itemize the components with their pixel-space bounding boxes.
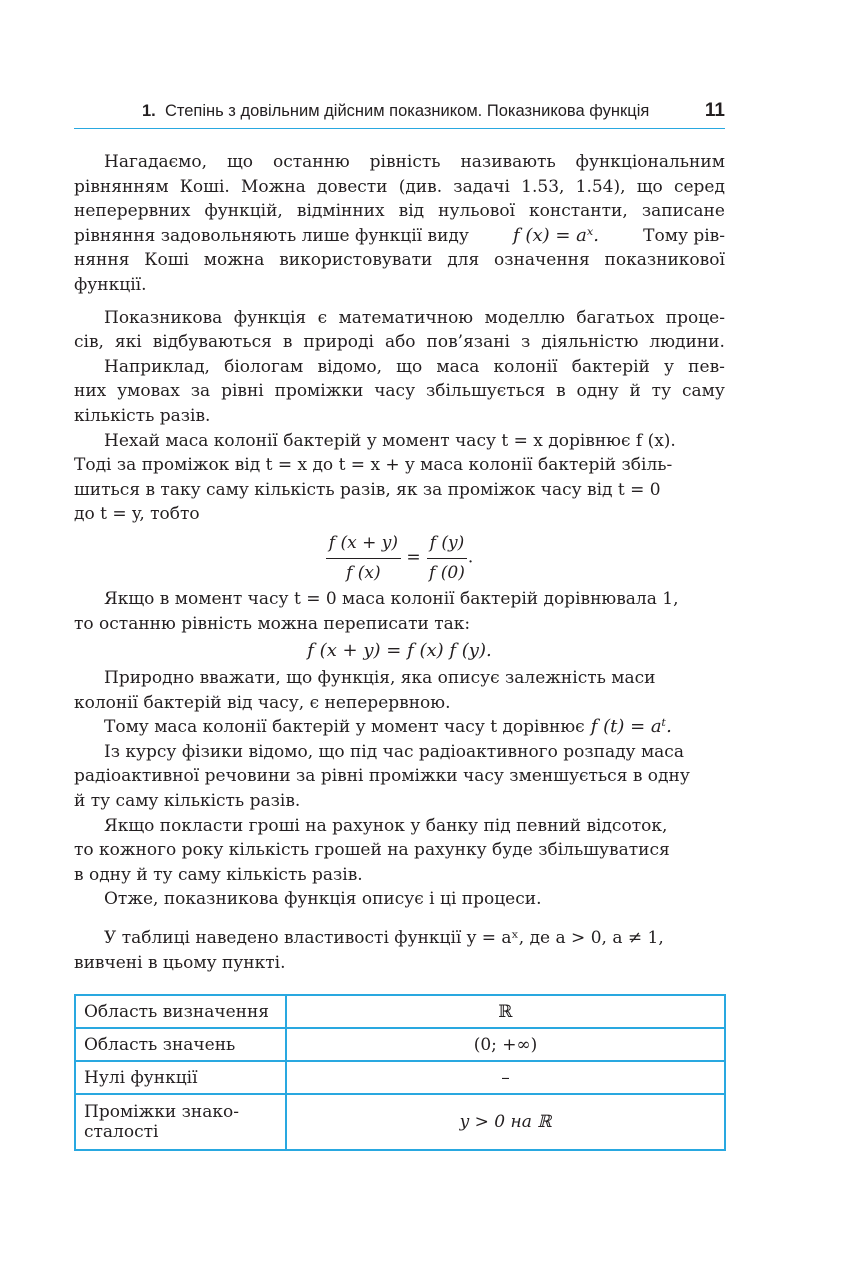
word: сів, <box>74 332 104 353</box>
text-segment: до t = y, тобто <box>74 504 200 525</box>
table-cell-value: ℝ <box>286 995 725 1028</box>
word: Коші. <box>179 176 230 197</box>
word: рівнянням <box>74 176 169 197</box>
table-cell-label: Область визначення <box>75 995 286 1028</box>
fraction-left <box>326 531 401 585</box>
word: рівність <box>369 152 441 172</box>
word: функцій, <box>204 201 283 222</box>
word: показникової <box>604 250 725 271</box>
table-row <box>75 1028 725 1061</box>
text-line <box>74 838 725 863</box>
table-cell-value: y > 0 на ℝ <box>286 1094 725 1150</box>
text-line <box>74 248 725 273</box>
word: Показникова <box>104 307 223 328</box>
word: 1.54), <box>575 176 626 197</box>
word: проце- <box>665 307 725 328</box>
text-segment: Тому маса колонії бактерій у момент часу t дорівнює <box>104 717 585 738</box>
text-segment: Якщо покласти гроші на рахунок у банку під певний відсоток, <box>104 815 668 836</box>
denominator: f (x) <box>346 562 381 583</box>
equation-period: . <box>467 547 474 568</box>
text-line <box>74 951 725 976</box>
text-line <box>74 715 725 740</box>
word: саму <box>681 381 725 402</box>
word: в <box>556 381 566 402</box>
word: пев- <box>688 356 725 377</box>
word: збільшується <box>425 381 546 402</box>
word: константи, <box>529 201 628 222</box>
text-line <box>74 355 725 380</box>
word: біологам <box>224 356 304 377</box>
text-segment: У таблиці наведено властивості функції y = aˣ, де a > 0, a ≠ 1, <box>104 928 664 949</box>
word: з <box>520 332 531 353</box>
text-line <box>74 691 725 716</box>
text-line <box>74 379 725 404</box>
table-row <box>75 1094 725 1150</box>
word: природі <box>303 332 374 353</box>
word: за <box>190 381 211 402</box>
word: проміжки <box>274 381 364 402</box>
table-cell-value: – <box>286 1061 725 1094</box>
text-segment: функції. <box>74 274 147 295</box>
word: моделлю <box>484 307 565 328</box>
text-line <box>74 273 725 298</box>
chapter-number: 1. <box>142 102 156 120</box>
word: Наприклад, <box>104 356 210 377</box>
word: записане <box>641 201 725 222</box>
word: них <box>74 381 107 402</box>
word: є <box>317 307 328 328</box>
word: можна <box>203 250 265 271</box>
word: пов’язані <box>426 332 510 353</box>
text-line <box>74 478 725 503</box>
table-cell-label: Проміжки знако- сталості <box>75 1094 286 1150</box>
word: математичною <box>338 307 474 328</box>
table-cell-label: Нулі функції <box>75 1061 286 1094</box>
word: функція <box>233 307 307 328</box>
word: серед <box>673 176 725 197</box>
body-text <box>74 150 725 975</box>
text-segment: й ту саму кількість разів. <box>74 791 301 812</box>
properties-table <box>74 994 726 1151</box>
text-line <box>74 666 725 691</box>
table-row <box>75 995 725 1028</box>
word: бактерій <box>571 356 650 377</box>
table-row <box>75 1061 725 1094</box>
text-segment: вивчені в цьому пункті. <box>74 952 286 973</box>
word: відомо, <box>317 356 383 377</box>
text-line <box>74 224 725 249</box>
text-segment: то останню рівність можна переписати так: <box>74 613 471 634</box>
word: багатьох <box>576 307 655 328</box>
word: маса <box>436 356 480 377</box>
equation-ratio <box>74 527 725 587</box>
text-segment: Із курсу фізики відомо, що під час радіоактивного розпаду маса <box>104 741 684 762</box>
text-line <box>74 429 725 454</box>
text-segment: Тому рів- <box>643 225 725 246</box>
word: для <box>447 250 480 271</box>
word: задачі <box>453 176 510 197</box>
text-segment: Природно вважати, що функція, яка описує залежність маси <box>104 668 656 689</box>
word: колонії <box>493 356 558 377</box>
table-cell-value: (0; +∞) <box>286 1028 725 1061</box>
word: які <box>114 332 142 353</box>
word: й <box>629 381 641 402</box>
text-line <box>74 306 725 331</box>
word: діяльністю <box>541 332 639 353</box>
formula-exponential: f (t) = aᵗ. <box>590 716 672 738</box>
word: нульової <box>438 201 516 222</box>
text-line <box>74 887 725 912</box>
table-cell-label: Область значень <box>75 1028 286 1061</box>
word: що <box>636 176 663 197</box>
text-line <box>74 764 725 789</box>
word: (див. <box>398 176 443 197</box>
text-segment: то кожного року кількість грошей на рахунку буде збільшуватися <box>74 840 670 861</box>
formula-exponential: f (x) = aˣ. <box>513 224 599 246</box>
text-line <box>74 175 725 200</box>
text-line <box>74 150 725 175</box>
text-line <box>74 863 725 888</box>
numerator: f (y) <box>427 531 468 559</box>
word: умовах <box>117 381 180 402</box>
text-line <box>74 789 725 814</box>
word: ту <box>651 381 672 402</box>
text-line <box>74 587 725 612</box>
text-line <box>74 740 725 765</box>
word: відбуваються <box>152 332 272 353</box>
text-segment: радіоактивної речовини за рівні проміжки часу зменшується в одну <box>74 766 690 787</box>
word: часу <box>374 381 416 402</box>
word: людини. <box>649 332 725 353</box>
word: няння <box>74 250 130 271</box>
text-line <box>74 404 725 429</box>
word: Можна <box>240 176 306 197</box>
word: довести <box>316 176 388 197</box>
word: означення <box>494 250 590 271</box>
word: у <box>664 356 675 377</box>
word: Коші <box>144 250 189 271</box>
page-number: 11 <box>704 100 725 121</box>
word: що <box>396 356 423 377</box>
text-segment: рівняння задовольняють лише функції виду <box>74 225 469 246</box>
word: або <box>384 332 416 353</box>
text-line <box>74 199 725 224</box>
text-line <box>74 502 725 527</box>
chapter-title-text: Степінь з довільним дійсним показником. Показникова функція <box>164 102 650 120</box>
text-line <box>74 453 725 478</box>
text-segment: кількість разів. <box>74 405 211 426</box>
text-segment: Нехай маса колонії бактерій у момент часу t = x дорівнює f (x). <box>104 430 676 451</box>
text-line <box>74 612 725 637</box>
word: використовувати <box>279 250 433 271</box>
text-line <box>74 814 725 839</box>
word: називають <box>460 152 556 172</box>
running-header <box>74 100 725 129</box>
text-segment: шиться в таку саму кількість разів, як за проміжок часу від t = 0 <box>74 479 661 500</box>
word: що <box>226 152 253 172</box>
text-line <box>74 330 725 355</box>
text-segment: Тоді за проміжок від t = x до t = x + y маса колонії бактерій збіль- <box>74 455 673 476</box>
text-segment: Отже, показникова функція описує і ці процеси. <box>104 889 542 910</box>
word: 1.53, <box>521 176 565 197</box>
word: функціональним <box>575 152 725 172</box>
text-segment: в одну й ту саму кількість разів. <box>74 864 363 885</box>
word: в <box>282 332 293 353</box>
denominator: f (0) <box>429 562 465 583</box>
text-segment: Якщо в момент часу t = 0 маса колонії бактерій дорівнювала 1, <box>104 588 679 609</box>
fraction-right <box>426 531 468 585</box>
equals-sign: = <box>406 547 421 568</box>
text-line <box>74 926 725 951</box>
word: рівні <box>221 381 264 402</box>
word: Нагадаємо, <box>104 152 207 172</box>
word: від <box>398 201 425 222</box>
equation-cauchy: f (x + y) = f (x) f (y). <box>307 640 492 662</box>
word: відмінних <box>296 201 385 222</box>
word: одну <box>576 381 619 402</box>
text-segment: колонії бактерій від часу, є неперервною. <box>74 692 451 713</box>
chapter-title <box>142 102 649 121</box>
word: неперервних <box>74 201 191 222</box>
word: останню <box>272 152 350 172</box>
numerator: f (x + y) <box>326 531 401 559</box>
